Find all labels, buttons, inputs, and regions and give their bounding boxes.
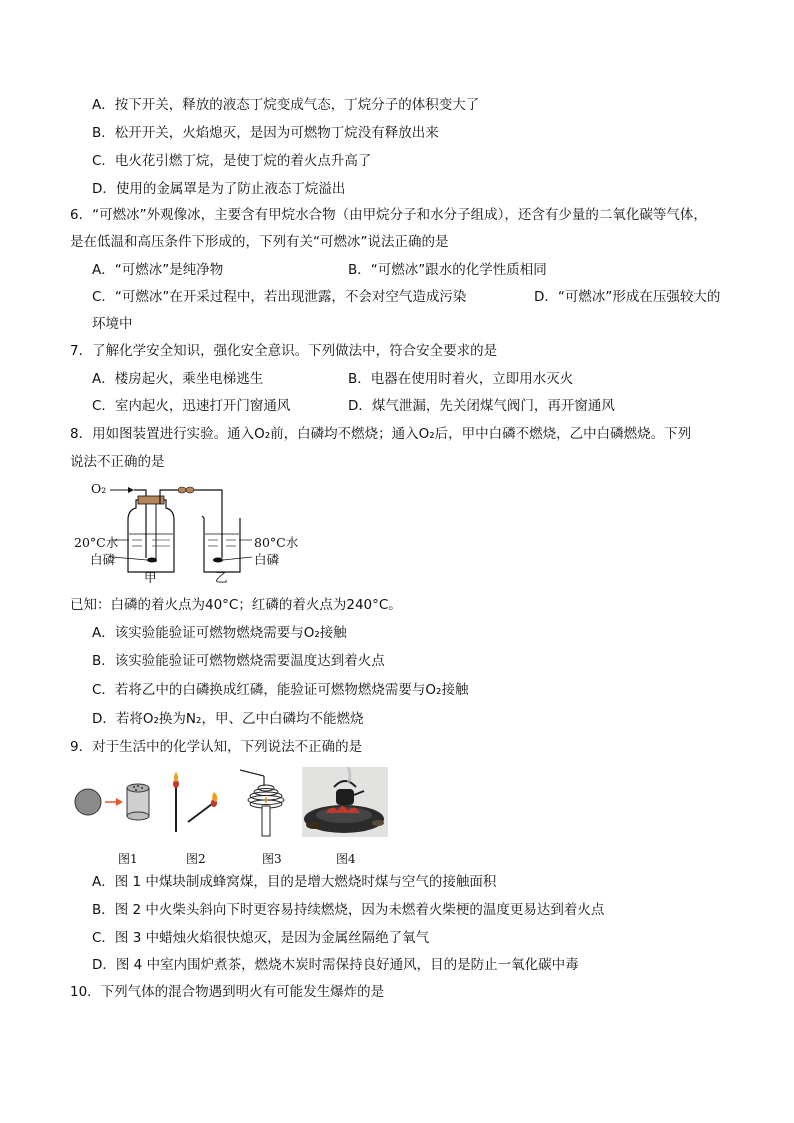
q6-option-a: A．“可燃冰”是纯净物 <box>92 262 224 278</box>
q7-stem: 7．了解化学安全知识，强化安全意识。下列做法中，符合安全要求的是 <box>70 343 498 359</box>
q5-option-d: D．使用的金属罩是为了防止液态丁烷溢出 <box>92 181 346 197</box>
q8-option-b: B．该实验能验证可燃物燃烧需要温度达到着火点 <box>92 653 385 669</box>
q8-stem-line2: 说法不正确的是 <box>70 454 165 470</box>
q8-option-d: D．若将O₂换为N₂，甲、乙中白磷均不能燃烧 <box>92 711 364 727</box>
q5-option-a: A．按下开关，释放的液态丁烷变成气态，丁烷分子的体积变大了 <box>92 97 480 113</box>
q6-stem-line1: 6．“可燃冰”外观像冰，主要含有甲烷水合物（由甲烷分子和水分子组成），还含有少量的二氧化碳等气体， <box>70 207 707 223</box>
q9-figure1-image <box>72 772 152 832</box>
q8-figure-left-water-label: 20°C水 <box>74 535 119 550</box>
q7-option-c: C．室内起火，迅速打开门窗通风 <box>92 398 291 414</box>
q8-option-a: A．该实验能验证可燃物燃烧需要与O₂接触 <box>92 625 347 641</box>
q8-option-c: C．若将乙中的白磷换成红磷，能验证可燃物燃烧需要与O₂接触 <box>92 682 469 698</box>
q9-option-c: C．图 3 中蜡烛火焰很快熄灭，是因为金属丝隔绝了氧气 <box>92 930 430 946</box>
q7-option-d: D．煤气泄漏，先关闭煤气阀门，再开窗通风 <box>348 398 615 414</box>
q9-option-d: D．图 4 中室内围炉煮茶，燃烧木炭时需保持良好通风，目的是防止一氧化碳中毒 <box>92 957 579 973</box>
q6-option-d-continued: 环境中 <box>92 316 133 332</box>
q8-figure-right-phosphorus-label: 白磷 <box>254 552 280 567</box>
q9-option-a: A．图 1 中煤块制成蜂窝煤，目的是增大燃烧时煤与空气的接触面积 <box>92 874 497 890</box>
q8-figure-right-water-label: 80°C水 <box>254 535 299 550</box>
q8-figure-left-phosphorus-label: 白磷 <box>90 552 116 567</box>
q6-stem-line2: 是在低温和高压条件下形成的，下列有关“可燃冰”说法正确的是 <box>70 234 449 250</box>
q9-caption-fig1: 图1 <box>118 852 138 866</box>
q9-caption-fig2: 图2 <box>186 852 206 866</box>
q9-option-b: B．图 2 中火柴头斜向下时更容易持续燃烧，因为未燃着火柴梗的温度更易达到着火点 <box>92 902 605 918</box>
q9-caption-fig3: 图3 <box>262 852 282 866</box>
q8-figure-jia-label: 甲 <box>144 570 157 585</box>
q9-stem: 9．对于生活中的化学认知，下列说法不正确的是 <box>70 739 363 755</box>
q10-stem: 10．下列气体的混合物遇到明火有可能发生爆炸的是 <box>70 984 385 1000</box>
q7-option-a: A．楼房起火，乘坐电梯逃生 <box>92 371 264 387</box>
q8-figure-yi-label: 乙 <box>215 570 228 585</box>
q9-figure3-image <box>236 766 292 838</box>
q8-figure-o2-label: O₂ <box>91 481 107 496</box>
q7-option-b: B．电器在使用时着火，立即用水灭火 <box>348 371 574 387</box>
q9-figure4-image <box>302 767 388 837</box>
q9-caption-fig4: 图4 <box>336 852 356 866</box>
q8-known: 已知：白磷的着火点为40°C；红磷的着火点为240°C。 <box>70 597 402 613</box>
q5-option-c: C．电火花引燃丁烷，是使丁烷的着火点升高了 <box>92 153 372 169</box>
q6-option-c: C．“可燃冰”在开采过程中，若出现泄露，不会对空气造成污染 <box>92 289 467 305</box>
q8-apparatus-figure <box>72 478 312 586</box>
q5-option-b: B．松开开关，火焰熄灭，是因为可燃物丁烷没有释放出来 <box>92 125 439 141</box>
q6-option-d: D．“可燃冰”形成在压强较大的 <box>534 289 721 305</box>
q6-option-b: B．“可燃冰”跟水的化学性质相同 <box>348 262 547 278</box>
q9-figure2-image <box>166 770 222 834</box>
q8-stem-line1: 8．用如图装置进行实验。通入O₂前，白磷均不燃烧；通入O₂后，甲中白磷不燃烧，乙中白磷燃烧。下列 <box>70 426 692 442</box>
